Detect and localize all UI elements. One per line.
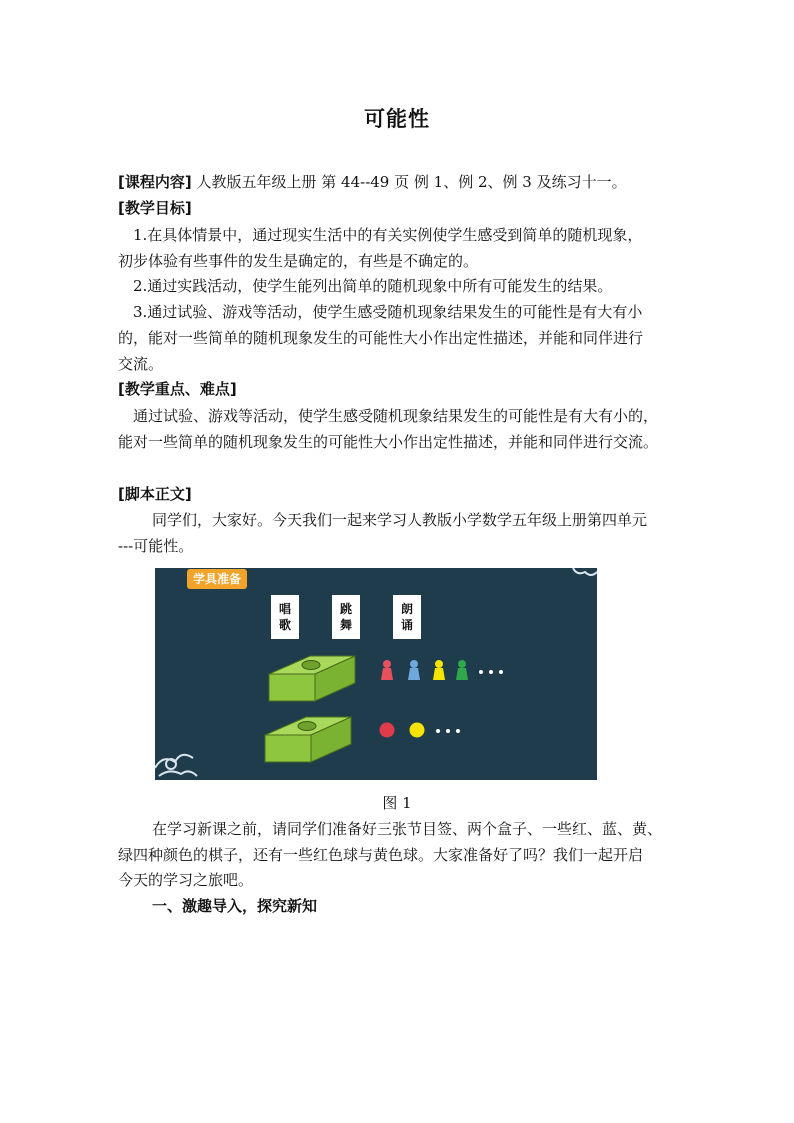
cloud-swirl-icon bbox=[155, 755, 197, 776]
ellipsis-dots-icon bbox=[479, 670, 503, 674]
section-heading: 一、激趣导入，探究新知 bbox=[152, 897, 318, 915]
course-label: [课程内容] bbox=[118, 173, 192, 191]
cloud-corner-icon bbox=[573, 568, 597, 575]
red-chess-piece-icon bbox=[381, 660, 393, 680]
intro-line-1: 同学们，大家好。今天我们一起来学习人教版小学数学五年级上册第四单元 bbox=[152, 511, 648, 529]
script-label: [脚本正文] bbox=[118, 485, 192, 503]
course-text: 人教版五年级上册 第 44--49 页 例 1、例 2、例 3 及练习十一。 bbox=[196, 173, 627, 191]
goal-line-2: 初步体验有些事件的发生是确定的，有些是不确定的。 bbox=[118, 252, 479, 270]
card-char: 跳 bbox=[339, 602, 352, 616]
card-char: 诵 bbox=[400, 618, 413, 632]
goal-line-5: 的，能对一些简单的随机现象发生的可能性大小作出定性描述，并能和同伴进行 bbox=[118, 329, 644, 347]
figure-drawing bbox=[155, 568, 597, 780]
goal-line-4: 3.通过试验、游戏等活动，使学生感受随机现象结果发生的可能性是有大有小 bbox=[133, 303, 643, 321]
program-card-recite bbox=[393, 595, 421, 639]
goal-line-1: 1.在具体情景中，通过现实生活中的有关实例使学生感受到简单的随机现象， bbox=[133, 226, 643, 244]
upper-box-icon bbox=[269, 656, 355, 701]
materials-badge: 学具准备 bbox=[187, 569, 247, 589]
program-card-dance bbox=[332, 595, 360, 639]
red-ball-icon bbox=[380, 723, 395, 738]
course-line bbox=[118, 171, 688, 193]
ellipsis-dots-icon bbox=[436, 729, 460, 733]
green-chess-piece-icon bbox=[456, 660, 468, 680]
goals-label: [教学目标] bbox=[118, 199, 192, 217]
keypoint-line-2: 能对一些简单的随机现象发生的可能性大小作出定性描述，并能和同伴进行交流。 bbox=[118, 433, 659, 451]
after-line-2: 绿四种颜色的棋子，还有一些红色球与黄色球。大家准备好了吗？我们一起开启 bbox=[118, 846, 644, 864]
goal-line-3: 2.通过实践活动，使学生能列出简单的随机现象中所有可能发生的结果。 bbox=[133, 277, 613, 295]
blue-chess-piece-icon bbox=[408, 660, 420, 680]
yellow-chess-piece-icon bbox=[433, 660, 445, 680]
card-char: 舞 bbox=[339, 618, 352, 632]
keypoint-line-1: 通过试验、游戏等活动，使学生感受随机现象结果发生的可能性是有大有小的， bbox=[133, 407, 659, 425]
card-char: 朗 bbox=[400, 602, 413, 616]
keypoints-label: [教学重点、难点] bbox=[118, 380, 237, 398]
card-char: 歌 bbox=[278, 618, 291, 632]
page-title: 可能性 bbox=[364, 107, 430, 131]
after-line-1: 在学习新课之前，请同学们准备好三张节目签、两个盒子、一些红、蓝、黄、 bbox=[152, 820, 663, 838]
lower-box-icon bbox=[265, 717, 351, 762]
figure-materials bbox=[155, 568, 597, 780]
after-line-3: 今天的学习之旅吧。 bbox=[118, 871, 254, 889]
intro-line-2: ---可能性。 bbox=[118, 537, 194, 555]
yellow-ball-icon bbox=[410, 723, 425, 738]
program-card-sing bbox=[271, 595, 299, 639]
goal-line-6: 交流。 bbox=[118, 355, 164, 373]
card-char: 唱 bbox=[278, 602, 291, 616]
figure-caption: 图 1 bbox=[382, 794, 412, 812]
